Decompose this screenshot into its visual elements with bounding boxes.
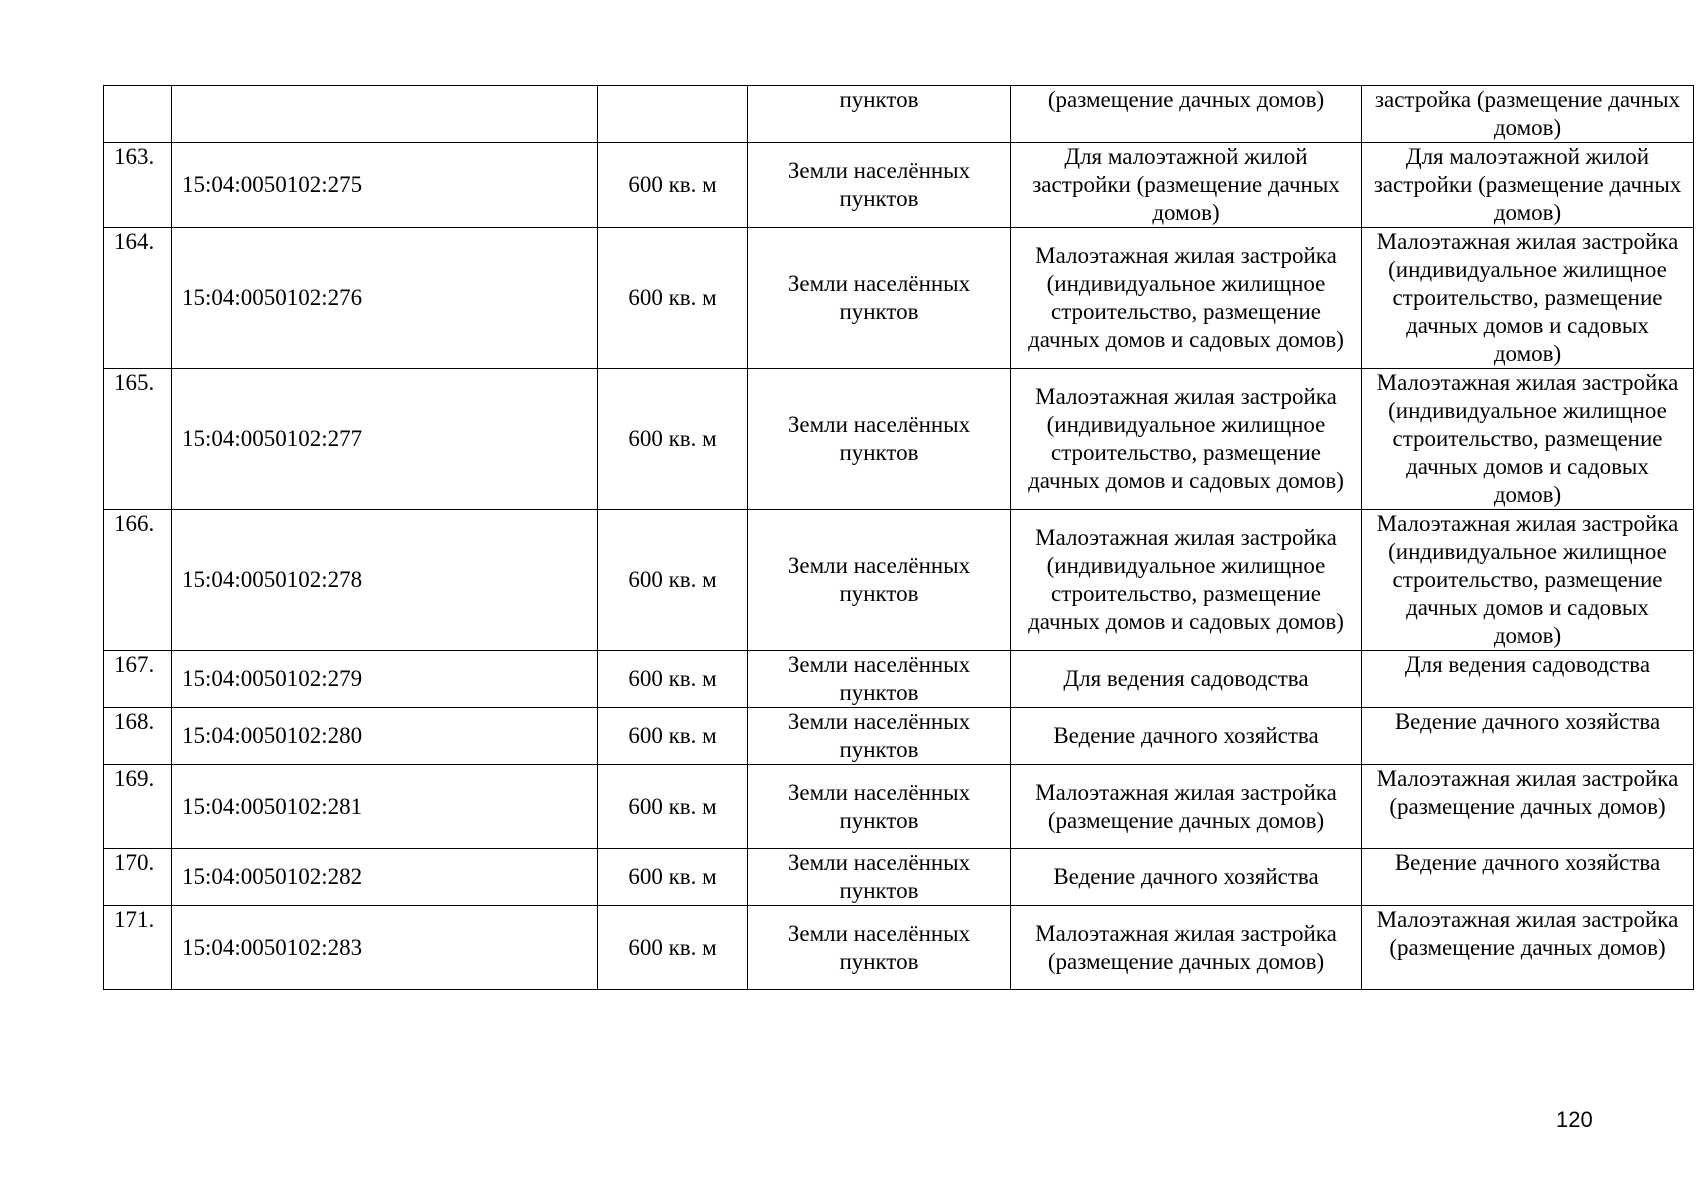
land-category-cell: Земли населённых пунктов: [748, 906, 1011, 990]
permitted-use-2-cell: Малоэтажная жилая застройка (индивидуальное жилищное строительство, размещение дачных домов и садовых домов): [1362, 510, 1694, 651]
area-cell: 600 кв. м: [598, 708, 748, 765]
table-row: [104, 849, 1694, 906]
land-category-cell: Земли населённых пунктов: [748, 651, 1011, 708]
permitted-use-cell: Для ведения садоводства: [1011, 651, 1362, 708]
land-category-cell: Земли населённых пунктов: [748, 228, 1011, 369]
land-category-cell: Земли населённых пунктов: [748, 708, 1011, 765]
table-row: [104, 651, 1694, 708]
row-number-cell: [104, 86, 172, 143]
cadastral-number-cell: 15:04:0050102:276: [172, 228, 598, 369]
table-row: [104, 708, 1694, 765]
area-cell: 600 кв. м: [598, 765, 748, 849]
area-cell: 600 кв. м: [598, 849, 748, 906]
permitted-use-cell: Ведение дачного хозяйства: [1011, 849, 1362, 906]
table-row: [104, 510, 1694, 651]
row-number-cell: 171.: [104, 906, 172, 990]
land-category-cell: Земли населённых пунктов: [748, 510, 1011, 651]
permitted-use-cell: Малоэтажная жилая застройка (индивидуальное жилищное строительство, размещение дачных домов и садовых домов): [1011, 228, 1362, 369]
permitted-use-2-cell: застройка (размещение дачных домов): [1362, 86, 1694, 143]
cadastral-number-cell: 15:04:0050102:275: [172, 143, 598, 228]
row-number-cell: 164.: [104, 228, 172, 369]
table-row: [104, 906, 1694, 990]
row-number-cell: 165.: [104, 369, 172, 510]
land-plots-table: [103, 85, 1694, 990]
cadastral-number-cell: 15:04:0050102:283: [172, 906, 598, 990]
permitted-use-2-cell: Ведение дачного хозяйства: [1362, 849, 1694, 906]
area-cell: 600 кв. м: [598, 906, 748, 990]
cadastral-number-cell: 15:04:0050102:281: [172, 765, 598, 849]
page-number: 120: [1556, 1107, 1593, 1132]
cadastral-number-cell: 15:04:0050102:277: [172, 369, 598, 510]
area-cell: 600 кв. м: [598, 651, 748, 708]
permitted-use-cell: Ведение дачного хозяйства: [1011, 708, 1362, 765]
area-cell: [598, 86, 748, 143]
permitted-use-cell: (размещение дачных домов): [1011, 86, 1362, 143]
land-category-cell: Земли населённых пунктов: [748, 369, 1011, 510]
land-category-cell: Земли населённых пунктов: [748, 143, 1011, 228]
permitted-use-cell: Малоэтажная жилая застройка (размещение дачных домов): [1011, 906, 1362, 990]
row-number-cell: 169.: [104, 765, 172, 849]
area-cell: 600 кв. м: [598, 369, 748, 510]
permitted-use-2-cell: Малоэтажная жилая застройка (индивидуальное жилищное строительство, размещение дачных домов и садовых домов): [1362, 369, 1694, 510]
cadastral-number-cell: 15:04:0050102:280: [172, 708, 598, 765]
table-row-continued: [104, 86, 1694, 143]
land-category-cell: Земли населённых пунктов: [748, 765, 1011, 849]
area-cell: 600 кв. м: [598, 228, 748, 369]
cadastral-number-cell: [172, 86, 598, 143]
table-row: [104, 228, 1694, 369]
row-number-cell: 168.: [104, 708, 172, 765]
cadastral-number-cell: 15:04:0050102:282: [172, 849, 598, 906]
permitted-use-2-cell: Ведение дачного хозяйства: [1362, 708, 1694, 765]
permitted-use-cell: Для малоэтажной жилой застройки (размещение дачных домов): [1011, 143, 1362, 228]
permitted-use-2-cell: Малоэтажная жилая застройка (размещение дачных домов): [1362, 765, 1694, 849]
cadastral-number-cell: 15:04:0050102:278: [172, 510, 598, 651]
table-row: [104, 369, 1694, 510]
land-category-cell: пунктов: [748, 86, 1011, 143]
permitted-use-2-cell: Малоэтажная жилая застройка (размещение дачных домов): [1362, 906, 1694, 990]
land-category-cell: Земли населённых пунктов: [748, 849, 1011, 906]
table-row: [104, 143, 1694, 228]
area-cell: 600 кв. м: [598, 510, 748, 651]
permitted-use-2-cell: Для малоэтажной жилой застройки (размещение дачных домов): [1362, 143, 1694, 228]
permitted-use-cell: Малоэтажная жилая застройка (индивидуальное жилищное строительство, размещение дачных домов и садовых домов): [1011, 510, 1362, 651]
area-cell: 600 кв. м: [598, 143, 748, 228]
cadastral-number-cell: 15:04:0050102:279: [172, 651, 598, 708]
row-number-cell: 163.: [104, 143, 172, 228]
row-number-cell: 167.: [104, 651, 172, 708]
permitted-use-cell: Малоэтажная жилая застройка (индивидуальное жилищное строительство, размещение дачных домов и садовых домов): [1011, 369, 1362, 510]
table-row: [104, 765, 1694, 849]
row-number-cell: 170.: [104, 849, 172, 906]
permitted-use-2-cell: Для ведения садоводства: [1362, 651, 1694, 708]
row-number-cell: 166.: [104, 510, 172, 651]
permitted-use-2-cell: Малоэтажная жилая застройка (индивидуальное жилищное строительство, размещение дачных домов и садовых домов): [1362, 228, 1694, 369]
permitted-use-cell: Малоэтажная жилая застройка (размещение дачных домов): [1011, 765, 1362, 849]
